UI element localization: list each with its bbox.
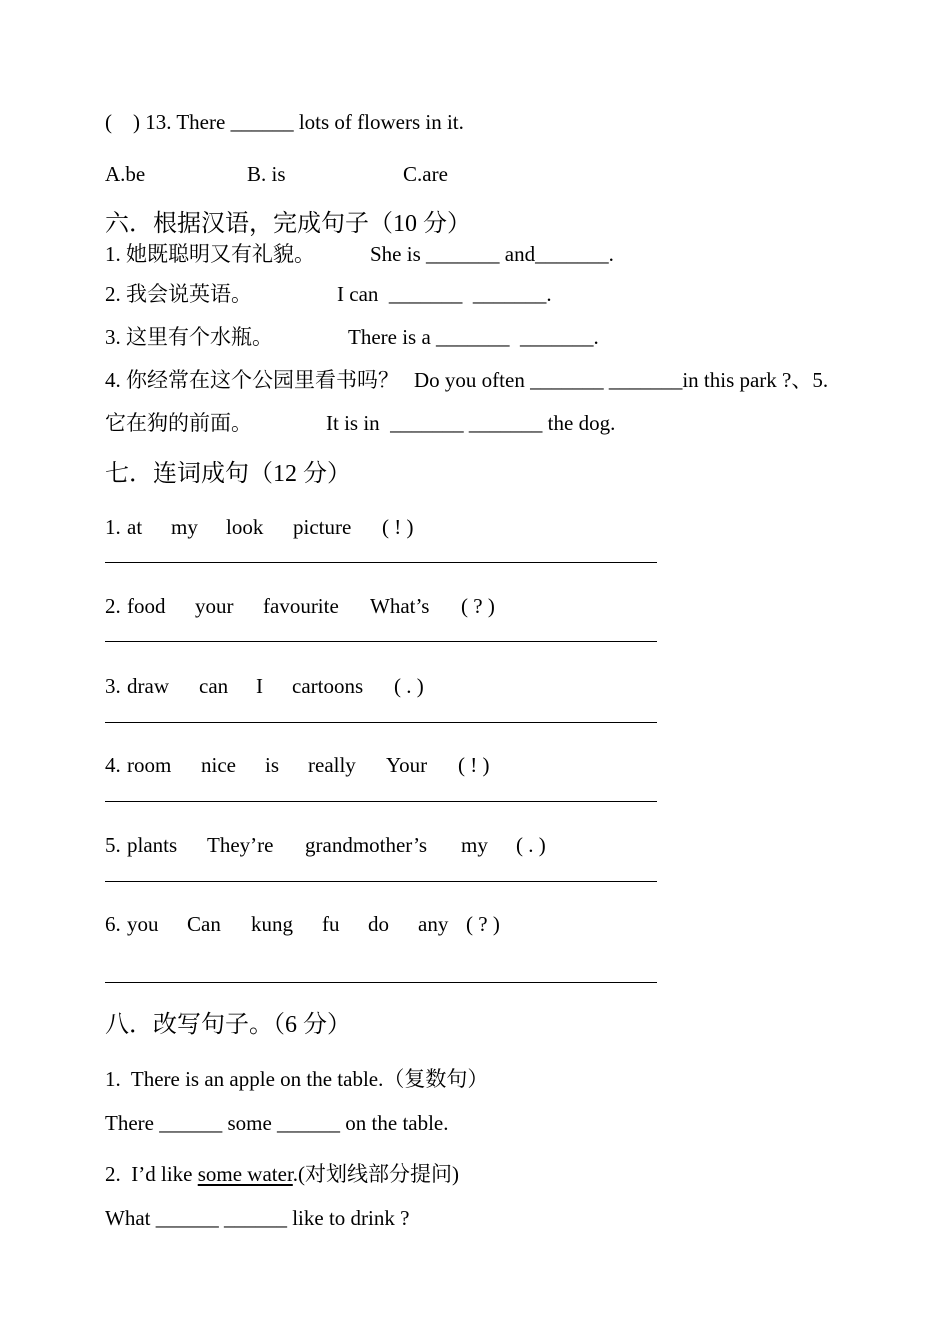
s7-item-1-num: 1. [105, 515, 121, 539]
s8-q1-answer: There ______ some ______ on the table. [105, 1111, 449, 1135]
s7-word: Can [187, 912, 221, 936]
s7-word: you [127, 912, 159, 936]
answer-line[interactable] [105, 562, 657, 563]
q13-option-b: B. is [247, 162, 286, 186]
s7-word: grandmother’s [305, 833, 428, 857]
s7-item-3-num: 3. [105, 674, 121, 698]
s7-word: I [256, 674, 263, 698]
s7-word: nice [201, 753, 236, 777]
s6-item-1-cn: 1. 她既聪明又有礼貌。 [105, 242, 315, 266]
s7-word: Your [386, 753, 428, 777]
s6-item-1-en: She is _______ and_______. [370, 242, 614, 266]
s7-word: food [127, 594, 166, 618]
s7-word: ( ! ) [382, 515, 414, 539]
s7-item-5-num: 5. [105, 833, 121, 857]
s6-item-2-cn: 2. 我会说英语。 [105, 282, 252, 306]
s7-word: They’re [207, 833, 274, 857]
section6-heading: 六．根据汉语，完成句子（10 分） [105, 211, 471, 237]
s7-item-2-num: 2. [105, 594, 121, 618]
s7-word: cartoons [292, 674, 364, 698]
s6-item-4-en: Do you often _______ _______in this park ?、5. [414, 368, 829, 392]
s7-word: room [127, 753, 172, 777]
section8-heading: 八．改写句子。（6 分） [105, 1012, 351, 1038]
s7-word: your [195, 594, 234, 618]
s7-word: plants [127, 833, 178, 857]
answer-line[interactable] [105, 722, 657, 723]
s7-word: ( ! ) [458, 753, 490, 777]
s7-word: draw [127, 674, 169, 698]
s7-word: any [418, 912, 449, 936]
s6-item-3-en: There is a _______ _______. [348, 325, 599, 349]
q13-option-a: A.be [105, 162, 146, 186]
s7-word: picture [293, 515, 352, 539]
s8-q2-answer: What ______ ______ like to drink ? [105, 1206, 410, 1230]
q13-stem: ( ) 13. There ______ lots of flowers in it. [105, 110, 464, 134]
answer-line[interactable] [105, 982, 657, 983]
answer-line[interactable] [105, 801, 657, 802]
s7-word: look [226, 515, 264, 539]
s7-word: ( ? ) [461, 594, 495, 618]
s7-item-6-num: 6. [105, 912, 121, 936]
s7-word: favourite [263, 594, 339, 618]
s7-word: ( . ) [394, 674, 424, 698]
s7-word: is [265, 753, 280, 777]
s7-word: kung [251, 912, 293, 936]
s8-q2-prompt-after: .(对划线部分提问) [292, 1162, 460, 1186]
s6-item-4-cn: 4. 你经常在这个公园里看书吗？ [105, 368, 399, 392]
s7-word: at [127, 515, 143, 539]
section7-heading: 七．连词成句（12 分） [105, 461, 351, 487]
s8-q2-prompt [105, 1161, 459, 1187]
s6-item-5-cn: 它在狗的前面。 [105, 411, 252, 435]
s8-q2-prompt-before: 2. I’d like [105, 1162, 198, 1186]
s6-item-3-cn: 3. 这里有个水瓶。 [105, 325, 273, 349]
s8-q1-prompt: 1. There is an apple on the table.（复数句） [105, 1067, 489, 1091]
s7-word: really [308, 753, 356, 777]
q13-option-c: C.are [403, 162, 448, 186]
s6-item-2-en: I can _______ _______. [337, 282, 552, 306]
s7-word: my [171, 515, 198, 539]
answer-line[interactable] [105, 641, 657, 642]
s8-q2-underlined-phrase: some water [197, 1162, 293, 1186]
s7-word: ( . ) [516, 833, 546, 857]
s7-word: ( ? ) [466, 912, 500, 936]
s7-word: What’s [370, 594, 430, 618]
s7-word: do [368, 912, 389, 936]
s7-word: can [199, 674, 229, 698]
s7-word: fu [322, 912, 340, 936]
s7-word: my [461, 833, 488, 857]
s7-item-4-num: 4. [105, 753, 121, 777]
s6-item-5-en: It is in _______ _______ the dog. [326, 411, 616, 435]
answer-line[interactable] [105, 881, 657, 882]
